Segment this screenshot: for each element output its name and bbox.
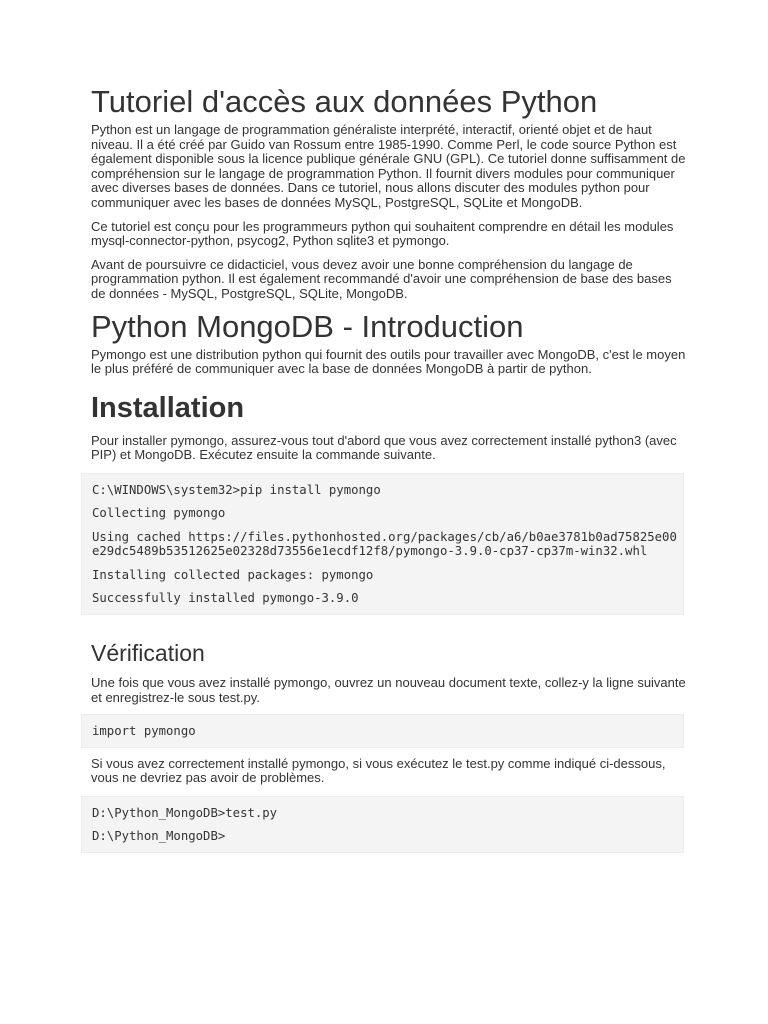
mongodb-intro-text: Pymongo est une distribution python qui fournit des outils pour travailler avec MongoDB, c'est le moyen le plus préféré de communiquer avec la base de données MongoDB à partir de python. [91, 346, 686, 377]
verification-text-2: Si vous avez correctement installé pymongo, si vous exécutez le test.py comme indiqué ci-dessous, vous ne devriez pas avoir de problèmes. [91, 755, 666, 786]
code-line: import pymongo [92, 724, 196, 739]
code-line: D:\Python_MongoDB> [92, 829, 226, 844]
verification-heading: Vérification [91, 639, 205, 666]
install-code-block [81, 473, 684, 615]
document-page [91, 85, 686, 853]
code-line: Using cached https://files.pythonhosted.org/packages/cb/a6/b0ae3781b0ad75825e00e29dc5489b53512625e02328d73556e1ecdf12f8/pymongo-3.9.0-cp37-cp37m-win32.whl [92, 529, 677, 559]
code-line: Collecting pymongo [92, 506, 226, 521]
intro-paragraph: Python est un langage de programmation généraliste interprété, interactif, orienté objet et de haut niveau. Il a été créé par Guido van Rossum entre 1985-1990. Comme Perl, le code source Python est également disponible sous la licence publique générale GNU (GPL). Ce tutoriel donne suffisamment de compréhension sur le langage de programmation Python. Il fournit divers modules pour communiquer avec diverses bases de données. Dans ce tutoriel, nous allons discuter des modules python pour communiquer avec les bases de données MySQL, PostgreSQL, SQLite et MongoDB. [91, 122, 686, 210]
installation-text: Pour installer pymongo, assurez-vous tout d'abord que vous avez correctement installé python3 (avec PIP) et MongoDB. Exécutez ensuite la commande suivante. [91, 432, 677, 463]
code-line: D:\Python_MongoDB>test.py [92, 805, 278, 820]
installation-heading: Installation [91, 391, 245, 424]
verification-text-1: Une fois que vous avez installé pymongo, ouvrez un nouveau document texte, collez-y la ligne suivante et enregistrez-le sous test.py. [91, 674, 686, 705]
intro-paragraph: Ce tutoriel est conçu pour les programmeurs python qui souhaitent comprendre en détail les modules mysql-connector-python, psycog2, Python sqlite3 et pymongo. [91, 218, 674, 249]
import-code-block [81, 714, 684, 748]
page-title: Tutoriel d'accès aux données Python [91, 84, 598, 119]
code-line: C:\WINDOWS\system32>pip install pymongo [92, 482, 381, 497]
run-code-block [81, 796, 684, 853]
code-line: Successfully installed pymongo-3.9.0 [92, 591, 359, 606]
intro-paragraph: Avant de poursuivre ce didacticiel, vous devez avoir une bonne compréhension du langage de programmation python. Il est également recommandé d'avoir une compréhension de base des bases de données - MySQL, PostgreSQL, SQLite, MongoDB. [91, 256, 672, 301]
code-line: Installing collected packages: pymongo [92, 567, 374, 582]
mongodb-intro-heading: Python MongoDB - Introduction [91, 308, 524, 344]
